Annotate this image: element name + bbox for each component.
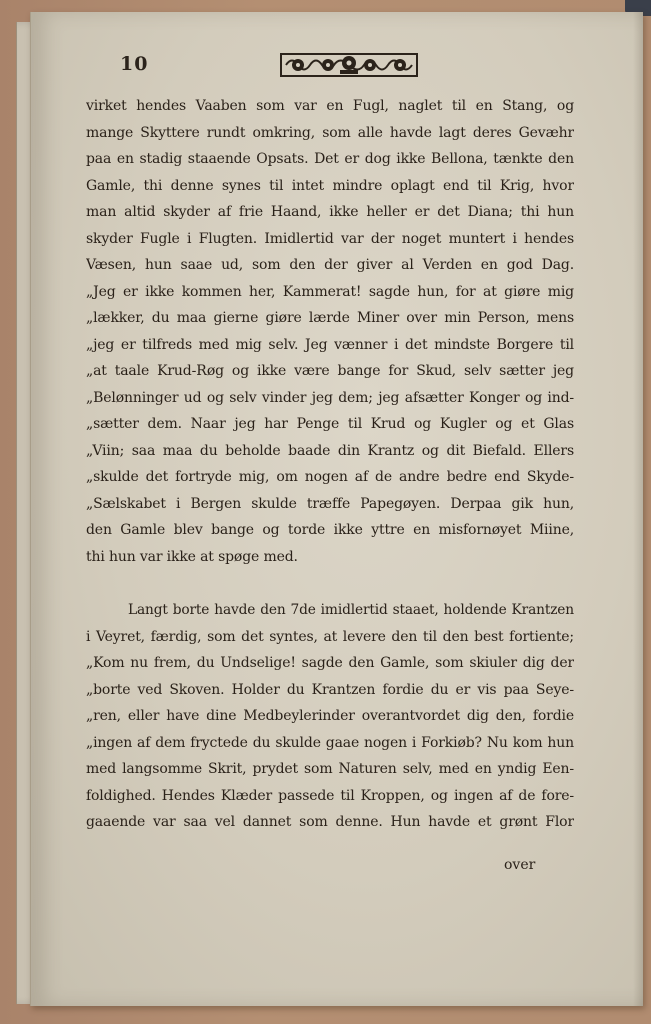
- text-line: „Belønninger ud og selv vinder jeg dem; jeg afsætter Konger og ind-: [86, 389, 574, 406]
- text-line: den Gamle blev bange og torde ikke yttre en misfornøyet Miine,: [86, 522, 574, 538]
- text-line: „ren, eller have dine Medbeylerinder overantvordet dig den, fordie: [86, 708, 574, 724]
- text-line: „Sælskabet i Bergen skulde træffe Papegøyen. Derpaa gik hun,: [86, 495, 574, 512]
- text-line: „Jeg er ikke kommen her, Kammerat! sagde hun, for at giøre mig: [86, 283, 574, 300]
- text-line: i Veyret, færdig, som det syntes, at levere den til den best fortiente;: [86, 628, 574, 645]
- text-line: Langt borte havde den 7de imidlertid staaet, holdende Krantzen: [128, 602, 574, 618]
- text-line: mange Skyttere rundt omkring, som alle havde lagt deres Gevæhr: [86, 124, 574, 141]
- text-line: „skulde det fortryde mig, om nogen af de andre bedre end Skyde-: [86, 469, 574, 485]
- text-line: „lækker, du maa gierne giøre lærde Miner over min Person, mens: [86, 310, 574, 326]
- catchword: over: [504, 857, 536, 873]
- text-line: foldighed. Hendes Klæder passede til Kroppen, og ingen af de fore-: [86, 787, 574, 804]
- text-line: Gamle, thi denne synes til intet mindre oplagt end til Krig, hvor: [86, 177, 574, 194]
- text-line: Væsen, hun saae ud, som den der giver al Verden en god Dag.: [86, 257, 574, 273]
- text-line: virket hendes Vaaben som var en Fugl, naglet til en Stang, og: [86, 98, 574, 114]
- floral-headpiece-icon: [280, 50, 418, 80]
- text-line: paa en stadig staaende Opsats. Det er dog ikke Bellona, tænkte den: [86, 151, 574, 167]
- paragraph: [86, 93, 574, 570]
- text-line: „at taale Krud-Røg og ikke være bange for Skud, selv sætter jeg: [86, 363, 574, 379]
- page-number: 10: [120, 53, 149, 75]
- text-line: „Viin; saa maa du beholde baade din Krantz og dit Biefald. Ellers: [86, 442, 574, 459]
- text-line: „borte ved Skoven. Holder du Krantzen fordie du er vis paa Seye-: [86, 681, 574, 698]
- text-line: „jeg er tilfreds med mig selv. Jeg vænner i det mindste Borgere til: [86, 336, 574, 353]
- text-line: med langsomme Skrit, prydet som Naturen selv, med en yndig Een-: [86, 761, 574, 777]
- text-line: skyder Fugle i Flugten. Imidlertid var der noget muntert i hendes: [86, 230, 574, 247]
- text-line: man altid skyder af frie Haand, ikke heller er det Diana; thi hun: [86, 204, 574, 220]
- text-line: „ingen af dem fryctede du skulde gaae nogen i Forkiøb? Nu kom hun: [86, 734, 574, 751]
- text-line: thi hun var ikke at spøge med.: [86, 548, 298, 565]
- text-line: gaaende var saa vel dannet som denne. Hun havde et grønt Flor: [86, 814, 574, 830]
- paragraph: [86, 597, 574, 836]
- body-text: [86, 93, 574, 836]
- text-line: „Kom nu frem, du Undselige! sagde den Gamle, som skiuler dig der: [86, 655, 574, 671]
- page-edge-shading: [633, 12, 643, 1006]
- paragraph-gap: [86, 570, 574, 597]
- text-line: „sætter dem. Naar jeg har Penge til Krud og Kugler og et Glas: [86, 416, 574, 432]
